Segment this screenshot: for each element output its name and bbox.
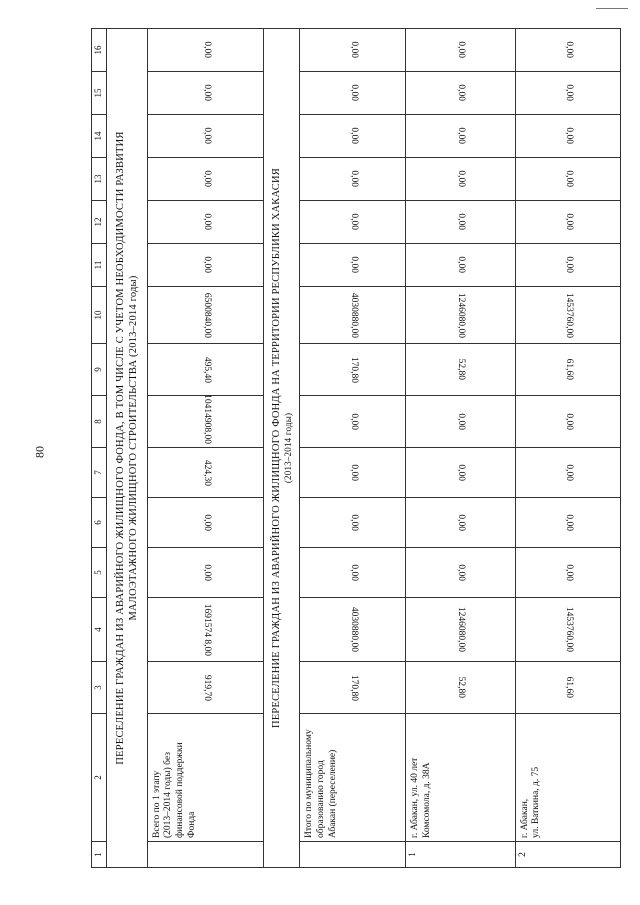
value-text: 52,80 <box>456 676 467 699</box>
value-text: 0,00 <box>201 41 212 59</box>
header-col-9: 9 <box>92 344 107 396</box>
value-text: 0,00 <box>201 170 212 188</box>
header-col-11: 11 <box>92 244 107 287</box>
value-cell-col-15 <box>515 72 620 115</box>
value-cell-col-5 <box>515 548 620 598</box>
value-text: 0,00 <box>563 256 574 274</box>
value-text: 0,00 <box>201 213 212 231</box>
value-text: 61,60 <box>563 358 574 381</box>
header-col-10: 10 <box>92 287 107 344</box>
rotated-table-wrapper <box>91 41 621 868</box>
value-text: 0,00 <box>456 256 467 274</box>
value-cell-col-5 <box>300 548 405 598</box>
header-col-8: 8 <box>92 396 107 448</box>
object-name-line: г. Абакан, <box>519 798 530 838</box>
value-text: 0,00 <box>456 413 467 430</box>
table-row <box>300 29 405 868</box>
value-text: 0,00 <box>348 41 359 59</box>
value-text: 0,00 <box>563 127 574 145</box>
section-heading-row-2 <box>264 29 300 868</box>
value-text: 0,00 <box>201 84 212 102</box>
value-cell-col-8 <box>300 396 405 448</box>
value-text: 0,00 <box>456 213 467 231</box>
section-heading-2-title: ПЕРЕСЕЛЕНИЕ ГРАЖДАН ИЗ АВАРИЙНОГО ЖИЛИЩНОГО ФОНДА НА ТЕРРИТОРИИ РЕСПУБЛИКИ ХАКАСИЯ <box>270 168 282 728</box>
header-col-5: 5 <box>92 548 107 598</box>
value-cell-col-6 <box>515 498 620 548</box>
value-text: 495,40 <box>201 356 212 383</box>
value-text: 0,00 <box>563 413 574 430</box>
value-text: 0,00 <box>563 170 574 188</box>
value-cell-col-9 <box>147 344 264 396</box>
header-col-16: 16 <box>92 29 107 72</box>
value-text: 0,00 <box>456 514 467 531</box>
value-cell-col-6 <box>405 498 515 548</box>
header-number-row <box>92 29 107 868</box>
object-name-line: ул. Ваткина, д. 75 <box>531 766 542 838</box>
value-cell-col-5 <box>147 548 264 598</box>
value-cell-col-6 <box>300 498 405 548</box>
value-text: 0,00 <box>201 256 212 274</box>
value-cell-col-9 <box>515 344 620 396</box>
value-cell-col-14 <box>405 115 515 158</box>
value-cell-col-11 <box>147 244 264 287</box>
header-col-2: 2 <box>92 714 107 842</box>
object-name-line: Итого по муниципальному <box>304 729 315 838</box>
value-text: 52,80 <box>456 358 467 381</box>
value-text: 0,00 <box>201 127 212 145</box>
object-name-line: Комсомола, д. 38А <box>421 762 432 838</box>
value-cell-col-7 <box>515 448 620 498</box>
value-cell-col-14 <box>515 115 620 158</box>
value-cell-col-4 <box>515 598 620 662</box>
value-cell-col-13 <box>405 158 515 201</box>
value-text: 4030880,00 <box>348 292 359 338</box>
value-text: 0,00 <box>456 127 467 145</box>
value-cell-col-14 <box>300 115 405 158</box>
value-cell-col-16 <box>405 29 515 72</box>
row-number-cell <box>300 842 405 868</box>
page-number: 80 <box>32 446 47 458</box>
value-cell-col-11 <box>515 244 620 287</box>
value-text: 0,00 <box>456 84 467 102</box>
value-text: 1246080,00 <box>456 606 467 653</box>
table-row <box>147 29 264 868</box>
value-text: 0,00 <box>348 413 359 430</box>
value-cell-col-9 <box>405 344 515 396</box>
section-heading-1-line-1: ПЕРЕСЕЛЕНИЕ ГРАЖДАН ИЗ АВАРИЙНОГО ЖИЛИЩНОГО ФОНДА, В ТОМ ЧИСЛЕ С УЧЕТОМ НЕОБХОДИМОСТИ РАЗВИТИЯ <box>114 131 126 765</box>
object-name-cell <box>147 714 264 842</box>
value-text: 4030880,00 <box>348 606 359 653</box>
object-name-line: (2013–2014 годы) без <box>163 752 174 838</box>
value-cell-col-13 <box>147 158 264 201</box>
value-text: 424,30 <box>201 459 212 486</box>
value-cell-col-10 <box>515 287 620 344</box>
value-text: 1453760,00 <box>563 606 574 653</box>
row-number-cell: 1 <box>405 842 515 868</box>
value-text: 0,00 <box>563 213 574 231</box>
header-col-12: 12 <box>92 201 107 244</box>
value-text: 170,80 <box>348 356 359 383</box>
header-col-3: 3 <box>92 662 107 714</box>
header-col-1: 1 <box>92 842 107 868</box>
table-row <box>405 29 515 868</box>
value-cell-col-15 <box>147 72 264 115</box>
resettlement-table <box>91 28 621 868</box>
value-text: 0,00 <box>348 564 359 581</box>
object-name-line: г. Абакан, ул. 40 лет <box>409 757 420 838</box>
value-cell-col-7 <box>405 448 515 498</box>
header-col-6: 6 <box>92 498 107 548</box>
object-name-line: Абакан (переселение) <box>328 749 339 838</box>
value-cell-col-14 <box>147 115 264 158</box>
value-cell-col-15 <box>405 72 515 115</box>
value-text: 0,00 <box>348 170 359 188</box>
value-cell-col-3 <box>515 662 620 714</box>
value-text: 0,00 <box>563 564 574 581</box>
value-cell-col-16 <box>515 29 620 72</box>
object-name-line: образованию город <box>316 760 327 838</box>
value-text: 1691574 8,00 <box>201 603 212 656</box>
value-cell-col-9 <box>300 344 405 396</box>
value-text: 0,00 <box>456 564 467 581</box>
value-text: 1246080,00 <box>456 292 467 338</box>
object-name-line: Фонда <box>187 811 198 838</box>
value-cell-col-12 <box>147 201 264 244</box>
value-text: 1453760,00 <box>563 292 574 338</box>
section-heading-1-line-2: МАЛОЭТАЖНОГО ЖИЛИЩНОГО СТРОИТЕЛЬСТВА (2013–2014 годы) <box>127 275 139 621</box>
header-col-15: 15 <box>92 72 107 115</box>
value-cell-col-4 <box>300 598 405 662</box>
value-text: 6500840,00 <box>201 292 212 338</box>
value-text: 10414908,00 <box>201 394 212 444</box>
value-cell-col-3 <box>405 662 515 714</box>
value-cell-col-10 <box>300 287 405 344</box>
value-text: 0,00 <box>456 170 467 188</box>
row-number-cell <box>147 842 264 868</box>
table-row <box>515 29 620 868</box>
value-cell-col-8 <box>405 396 515 448</box>
value-text: 0,00 <box>563 84 574 102</box>
value-cell-col-12 <box>300 201 405 244</box>
value-cell-col-3 <box>147 662 264 714</box>
value-text: 0,00 <box>563 514 574 531</box>
value-cell-col-16 <box>147 29 264 72</box>
value-text: 0,00 <box>563 464 574 481</box>
value-text: 0,00 <box>348 84 359 102</box>
value-cell-col-11 <box>300 244 405 287</box>
value-cell-col-12 <box>405 201 515 244</box>
value-text: 61,60 <box>563 676 574 699</box>
value-cell-col-10 <box>147 287 264 344</box>
value-text: 0,00 <box>201 564 212 581</box>
value-cell-col-13 <box>300 158 405 201</box>
value-text: 0,00 <box>456 41 467 59</box>
value-cell-col-6 <box>147 498 264 548</box>
value-cell-col-4 <box>147 598 264 662</box>
object-name-cell <box>405 714 515 842</box>
value-text: 0,00 <box>563 41 574 59</box>
header-col-4: 4 <box>92 598 107 662</box>
section-heading-2 <box>264 29 300 868</box>
value-cell-col-8 <box>515 396 620 448</box>
value-cell-col-11 <box>405 244 515 287</box>
value-cell-col-7 <box>300 448 405 498</box>
value-text: 170,80 <box>348 674 359 701</box>
value-cell-col-5 <box>405 548 515 598</box>
value-cell-col-16 <box>300 29 405 72</box>
value-cell-col-10 <box>405 287 515 344</box>
value-cell-col-3 <box>300 662 405 714</box>
value-text: 0,00 <box>348 256 359 274</box>
header-col-7: 7 <box>92 448 107 498</box>
value-text: 0,00 <box>201 514 212 531</box>
value-cell-col-13 <box>515 158 620 201</box>
section-heading-2-subtitle: (2013–2014 годы) <box>282 412 293 484</box>
object-name-cell <box>515 714 620 842</box>
corner-rule <box>596 8 628 9</box>
value-cell-col-15 <box>300 72 405 115</box>
row-number-cell: 2 <box>515 842 620 868</box>
section-heading-1 <box>107 29 148 868</box>
value-cell-col-8 <box>147 396 264 448</box>
object-name-line: финансовой поддержки <box>175 742 186 838</box>
value-cell-col-7 <box>147 448 264 498</box>
object-name-line: Всего по 1 этапу <box>151 770 162 838</box>
value-text: 0,00 <box>348 514 359 531</box>
value-cell-col-12 <box>515 201 620 244</box>
object-name-cell <box>300 714 405 842</box>
value-cell-col-4 <box>405 598 515 662</box>
value-text: 0,00 <box>348 213 359 231</box>
value-text: 0,00 <box>348 127 359 145</box>
section-heading-row-1 <box>107 29 148 868</box>
header-col-14: 14 <box>92 115 107 158</box>
header-col-13: 13 <box>92 158 107 201</box>
value-text: 919,70 <box>201 674 212 701</box>
value-text: 0,00 <box>456 464 467 481</box>
value-text: 0,00 <box>348 464 359 481</box>
